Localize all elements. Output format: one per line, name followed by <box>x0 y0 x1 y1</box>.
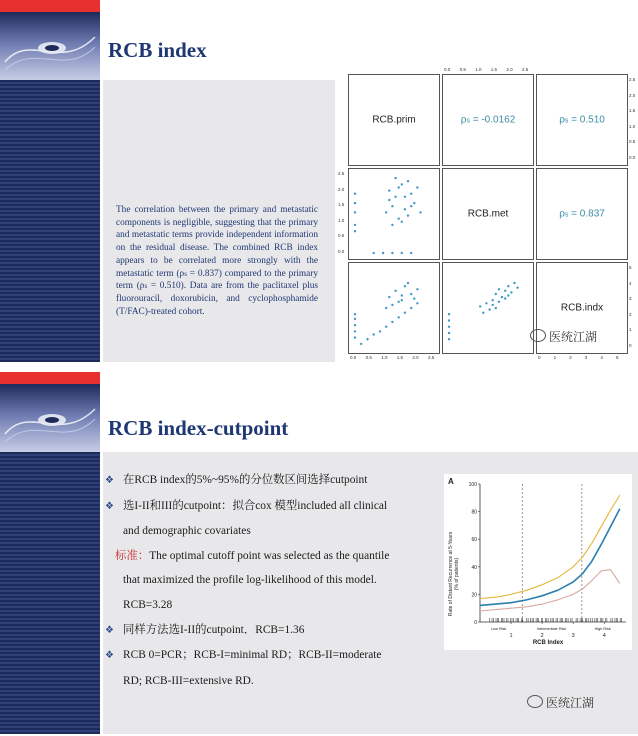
scatter-point <box>382 252 384 254</box>
scatter-point <box>401 183 403 185</box>
axis-tick-label: 0.0 <box>629 155 636 160</box>
scatter-point <box>507 285 509 287</box>
bullet-text: RCB 0=PCR；RCB-I=minimal RD；RCB-II=moderate <box>123 649 382 662</box>
risk-zone-label: Intermediate Risk <box>536 627 567 631</box>
scatter-point <box>448 319 450 321</box>
scatter-point <box>488 308 490 310</box>
scatter-point <box>448 326 450 328</box>
scatter-point <box>398 316 400 318</box>
slide-rcb-index <box>0 0 638 362</box>
scatter-point <box>448 338 450 340</box>
scatter-point <box>504 290 506 292</box>
matrix-panel-scatter-met-indx <box>442 262 534 354</box>
axis-tick-label: 1.5 <box>490 67 498 72</box>
scatter-point <box>495 293 497 295</box>
scatter-point <box>391 321 393 323</box>
matrix-panel-rho-met-indx <box>536 168 628 260</box>
axis-tick-label: 0 <box>538 355 541 360</box>
y-tick-label: 60 <box>471 537 477 544</box>
rho-value: = -0.0162 <box>469 114 516 126</box>
rho-prim-indx <box>537 115 627 126</box>
scatter-point <box>485 302 487 304</box>
bullet-item <box>105 618 440 644</box>
scatter-point <box>354 202 356 204</box>
bullet-continuation: and demographic covariates <box>123 525 251 538</box>
scatter-point <box>354 193 356 195</box>
y-tick-label: 100 <box>468 482 477 488</box>
paragraph-part2: = 0.837) compared to the primary term (ρ <box>116 268 319 292</box>
rho-sub: s <box>564 211 569 219</box>
scatter-point <box>388 296 390 298</box>
axis-tick-label: 0.0 <box>350 355 357 360</box>
standard-label: 标准： <box>115 549 150 562</box>
scatter-point <box>394 290 396 292</box>
axis-tick-label: 0.5 <box>459 67 466 72</box>
paragraph-part3: = 0.510). Data are from the paclitaxel plus fluorouracil, doxorubicin, and cyclophosphamide (T/FAC)-treated cohort. <box>116 281 318 317</box>
axis-tick-label: 1.0 <box>629 123 636 129</box>
accent-bar <box>0 372 100 384</box>
scatter-point <box>391 252 393 254</box>
scatter-point <box>416 186 418 188</box>
scatter-point <box>504 297 506 299</box>
x-tick-label: 4 <box>602 633 606 639</box>
axis-tick-label: 1.5 <box>338 202 345 208</box>
axis-tick-label: 3 <box>629 296 632 302</box>
scatter-point <box>507 294 509 296</box>
sidebar-stripes <box>0 452 100 734</box>
paragraph-sub2: s <box>144 282 148 291</box>
scatter-met-indx <box>443 263 533 353</box>
axis-tick-label: 2.5 <box>338 171 345 176</box>
rho-sub: s <box>564 117 569 125</box>
paragraph-sub1: s <box>184 269 187 278</box>
axis-tick-label: 0.5 <box>338 233 345 239</box>
bullet-item <box>105 494 440 520</box>
scatter-point <box>354 230 356 232</box>
scatter-point <box>354 313 356 315</box>
decorative-swirl-icon <box>0 384 100 452</box>
watermark-text: 医统江湖 <box>546 696 595 710</box>
axis-tick-label: 2 <box>629 311 632 317</box>
axis-tick-label: 2 <box>569 355 572 360</box>
slide-banner-image <box>0 12 100 80</box>
matrix-panel-rho-prim-indx <box>536 74 628 166</box>
matrix-panel-diag-prim <box>348 74 440 166</box>
curve-series-1 <box>480 509 620 606</box>
diamond-bullet-icon: ❖ <box>105 475 114 486</box>
y-tick-label: 40 <box>471 564 477 571</box>
scatter-point <box>385 326 387 328</box>
scatter-point <box>366 338 368 340</box>
diamond-bullet-icon: ❖ <box>105 624 114 636</box>
scatter-prim-met <box>349 169 439 259</box>
wechat-icon <box>530 329 546 342</box>
scatter-point <box>354 336 356 338</box>
sidebar-stripes <box>0 80 100 362</box>
slide-title: RCB index-cutpoint <box>108 416 289 440</box>
x-tick-label: 3 <box>571 633 575 639</box>
axis-tick-label: 2.5 <box>522 67 529 72</box>
y-tick-label: 20 <box>471 592 477 599</box>
x-tick-label: 1 <box>509 633 513 639</box>
bullet-text: 在RCB index的5%~95%的分位数区间选择cutpoint <box>123 474 368 486</box>
scatter-point <box>354 330 356 332</box>
scatter-point <box>385 211 387 213</box>
axis-tick-label: 1 <box>553 355 557 360</box>
scatter-point <box>354 224 356 226</box>
axis-tick-label: 0.0 <box>444 67 451 72</box>
matrix-panel-scatter-prim-indx <box>348 262 440 354</box>
wechat-icon <box>527 695 543 708</box>
scatter-point <box>404 208 406 210</box>
diag-label-prim: RCB.prim <box>372 114 416 126</box>
panel-letter: A <box>448 477 454 486</box>
slide-title: RCB index <box>108 38 207 62</box>
scatter-point <box>410 252 412 254</box>
scatter-point <box>388 199 390 201</box>
rug-ticks <box>489 618 621 622</box>
rho-sub: s <box>466 117 470 125</box>
standard-continuation: that maximized the profile log-likelihood of this model. <box>123 574 377 587</box>
recurrence-chart <box>444 474 632 650</box>
bullet-item <box>105 643 440 669</box>
rho-value: = 0.510 <box>568 114 605 126</box>
diamond-bullet-icon: ❖ <box>105 500 114 512</box>
y-axis-title <box>448 531 460 616</box>
y-axis-title-line1: Rate of Distant Recurrence at 5-Years <box>448 531 454 617</box>
scatter-point <box>492 304 494 306</box>
axis-tick-label: 2.0 <box>629 92 636 98</box>
scatter-point <box>516 287 518 289</box>
scatter-point <box>401 252 403 254</box>
scatter-point <box>401 221 403 223</box>
x-axis-title: RCB Index <box>532 640 564 646</box>
scatter-point <box>407 180 409 182</box>
scatter-point <box>513 282 515 284</box>
decorative-swirl-icon <box>0 12 100 80</box>
scatter-point <box>401 299 403 301</box>
axis-tick-label: 1.0 <box>338 217 345 223</box>
scatter-point <box>495 307 497 309</box>
scatter-point <box>501 296 503 298</box>
scatter-prim-indx <box>349 263 439 353</box>
axis-tick-label: 1.5 <box>629 108 636 114</box>
scatter-point <box>373 252 375 254</box>
axis-tick-label: 5 <box>616 355 619 360</box>
slide-rcb-cutpoint <box>0 372 638 734</box>
rho-symbol: ρ <box>460 114 467 126</box>
y-tick-label: 80 <box>471 509 477 516</box>
axis-tick-label: 4 <box>600 355 603 360</box>
scatter-point <box>379 330 381 332</box>
axis-tick-label: 5 <box>629 265 632 270</box>
diag-label-indx: RCB.indx <box>560 302 604 314</box>
watermark <box>527 694 594 711</box>
diag-label-met: RCB.met <box>467 208 509 220</box>
matrix-panel-diag-met <box>442 168 534 260</box>
axis-tick-label: 1.5 <box>396 355 404 360</box>
risk-zone-label: High Risk <box>594 627 611 631</box>
accent-bar <box>0 0 100 12</box>
axis-tick-label: 4 <box>629 280 632 286</box>
bullet-list <box>105 468 440 693</box>
axis-tick-label: 2.0 <box>338 186 345 192</box>
scatter-point <box>510 291 512 293</box>
scatter-point <box>407 214 409 216</box>
scatter-point <box>398 218 400 220</box>
scatter-point <box>419 211 421 213</box>
scatter-point <box>404 196 406 198</box>
curve-series-2 <box>480 570 620 611</box>
scatter-point <box>404 312 406 314</box>
scatter-point <box>373 333 375 335</box>
axis-tick-label: 0.5 <box>629 139 636 145</box>
scatter-point <box>479 305 481 307</box>
scatter-point <box>410 193 412 195</box>
paragraph-part1: The correlation between the primary and metastatic components is negligible, suggesting that the primary and metastatic terms provide independent information on the residual disease. The combined RCB index appears to be correlated more strongly with the metastatic term (ρ <box>116 205 318 279</box>
standard-text: The optimal cutoff point was selected as the quantile <box>149 549 390 562</box>
scatter-point <box>354 211 356 213</box>
axis-tick-label: 1.0 <box>475 67 482 72</box>
standard-line <box>105 544 440 569</box>
scatter-point <box>410 205 412 207</box>
bullet-text: 选I-II和III的cutpoint：拟合cox 模型included all clinical <box>123 499 388 512</box>
scatter-point <box>413 202 415 204</box>
scatter-point <box>404 285 406 287</box>
rho-prim-met <box>443 115 533 126</box>
slide-banner-image <box>0 384 100 452</box>
axis-tick-label: 2.0 <box>412 355 419 360</box>
scatter-point <box>394 196 396 198</box>
scatter-point <box>388 189 390 191</box>
scatter-point <box>394 177 396 179</box>
bullet-item <box>105 468 440 494</box>
rho-value: = 0.837 <box>568 208 605 220</box>
curve-series-0 <box>480 495 620 599</box>
axis-tick-label: 3 <box>584 355 588 360</box>
axis-tick-label: 2.5 <box>629 77 636 82</box>
scatter-point <box>391 304 393 306</box>
axis-tick-label: 2.5 <box>428 355 435 360</box>
matrix-panel-rho-prim-met <box>442 74 534 166</box>
scatter-point <box>398 301 400 303</box>
axis-tick-label: 0.0 <box>338 249 345 254</box>
axis-tick-label: 1 <box>629 327 632 333</box>
rho-symbol: ρ <box>559 208 565 220</box>
scatter-point <box>482 312 484 314</box>
scatter-point <box>398 186 400 188</box>
scatter-point <box>410 307 412 309</box>
scatter-point <box>410 293 412 295</box>
scatter-point <box>498 288 500 290</box>
axis-tick-label: 0 <box>629 343 632 348</box>
scatter-point <box>391 205 393 207</box>
recurrence-chart-svg <box>444 474 632 650</box>
scatter-point <box>385 307 387 309</box>
watermark-text: 医统江湖 <box>549 330 598 344</box>
bullet-text: 同样方法选I-II的cutpoint．RCB=1.36 <box>123 623 305 636</box>
risk-zone-label: Low Risk <box>490 627 507 631</box>
x-tick-label: 2 <box>540 633 544 639</box>
standard-value: RCB=3.28 <box>123 598 173 611</box>
scatter-point <box>360 343 362 345</box>
watermark <box>530 328 597 345</box>
scatter-point <box>401 294 403 296</box>
scatter-point <box>354 324 356 326</box>
axis-tick-label: 0.5 <box>365 355 372 360</box>
scatter-point <box>448 332 450 334</box>
description-paragraph <box>116 204 318 318</box>
scatter-point <box>407 282 409 284</box>
axis-tick-label: 2.0 <box>506 67 513 72</box>
y-tick-label: 0 <box>474 620 477 626</box>
rho-met-indx <box>537 209 627 220</box>
scatter-point <box>416 288 418 290</box>
scatter-point <box>448 313 450 315</box>
bullet-continuation: RD; RCB-III=extensive RD. <box>123 674 254 687</box>
rho-symbol: ρ <box>559 114 565 126</box>
scatter-point <box>354 318 356 320</box>
scatter-point <box>498 301 500 303</box>
y-axis-title-line2: (% of patients) <box>454 557 460 591</box>
matrix-panel-scatter-prim-met <box>348 168 440 260</box>
scatter-point <box>492 299 494 301</box>
axis-tick-label: 1.0 <box>381 355 388 360</box>
scatter-point <box>413 297 415 299</box>
diamond-bullet-icon: ❖ <box>105 650 114 662</box>
scatter-point <box>391 224 393 226</box>
scatter-point <box>416 302 418 304</box>
